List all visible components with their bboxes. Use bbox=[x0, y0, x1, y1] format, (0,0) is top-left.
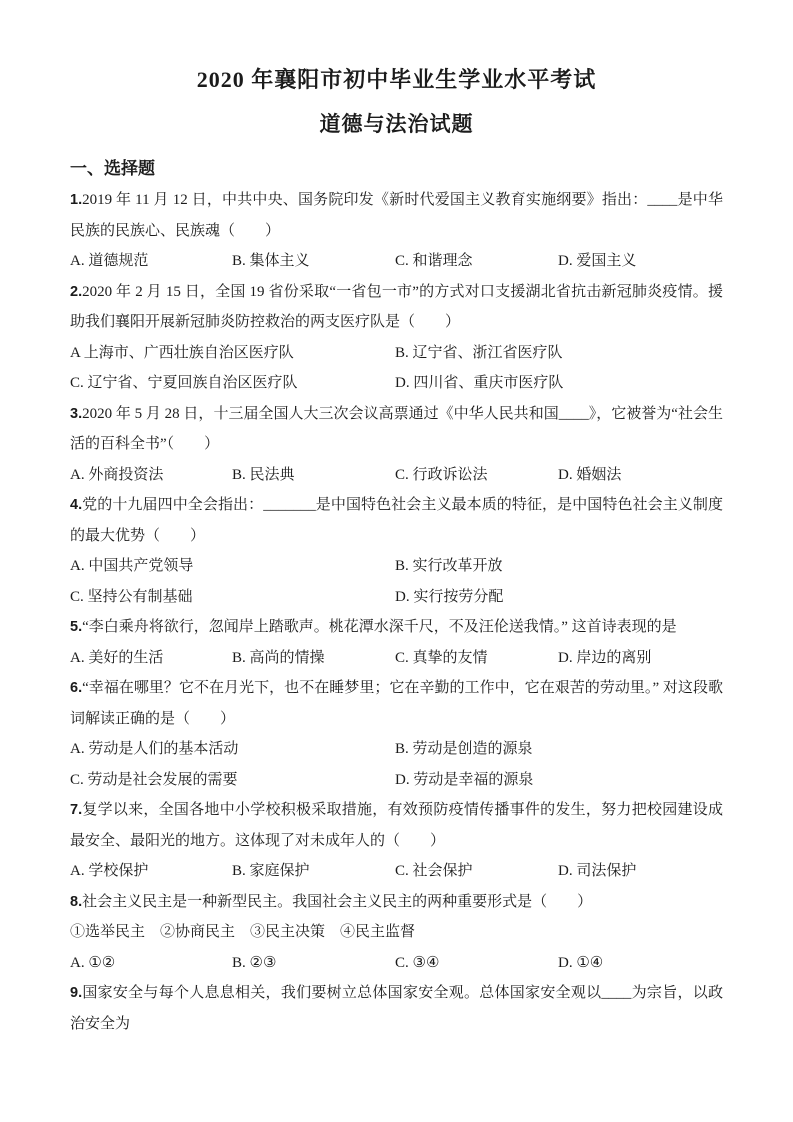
answer-option: C. 辽宁省、宁夏回族自治区医疗队 bbox=[70, 375, 298, 391]
question-stem bbox=[70, 795, 723, 856]
answer-option: B. 家庭保护 bbox=[232, 863, 310, 879]
answer-option: A. 美好的生活 bbox=[70, 649, 164, 666]
answer-option: A. 道德规范 bbox=[70, 253, 149, 269]
question-stem-text: 复学以来，全国各地中小学校积极采取措施，有效预防疫情传播事件的发生，努力把校园建设成最安全、最阳光的地方。这体现了对未成年人的（ ） bbox=[70, 802, 723, 849]
answer-option: D. 司法保护 bbox=[558, 863, 637, 879]
option-items: ①选举民主 ②协商民主 ③民主决策 ④民主监督 bbox=[70, 924, 416, 940]
question-stem-text: 2020 年 2 月 15 日，全国 19 省份采取“一省包一市”的方式对口支援湖北省抗击新冠肺炎疫情。援助我们襄阳开展新冠肺炎防控救治的两支医疗队是（ ） bbox=[70, 283, 723, 330]
question-number: 3. bbox=[70, 405, 83, 422]
answer-option: C. ③④ bbox=[395, 954, 440, 971]
question-number: 2. bbox=[70, 283, 83, 300]
answer-option: A. 外商投资法 bbox=[70, 466, 164, 483]
question bbox=[70, 887, 723, 979]
question bbox=[70, 490, 723, 612]
question-number: 6. bbox=[70, 680, 83, 696]
answer-option: D. 劳动是幸福的源泉 bbox=[395, 771, 534, 788]
question-options bbox=[70, 643, 723, 674]
question-stem-text: “幸福在哪里？它不在月光下，也不在睡梦里；它在辛勤的工作中，它在艰苦的劳动里。” 对这段歌词解读正确的是（ ） bbox=[70, 680, 723, 727]
question bbox=[70, 795, 723, 887]
answer-option: D. 岸边的离别 bbox=[558, 649, 652, 666]
question bbox=[70, 185, 723, 277]
answer-option: B. 民法典 bbox=[232, 466, 295, 483]
answer-option: C. 行政诉讼法 bbox=[395, 466, 488, 483]
question-number: 8. bbox=[70, 893, 83, 910]
answer-option: B. 实行改革开放 bbox=[395, 558, 503, 574]
question-options bbox=[70, 551, 723, 612]
answer-option: B. ②③ bbox=[232, 954, 277, 971]
answer-option: C. 劳动是社会发展的需要 bbox=[70, 771, 238, 788]
question-options bbox=[70, 948, 723, 979]
question bbox=[70, 612, 723, 673]
question-number: 4. bbox=[70, 497, 83, 513]
answer-option: D. 婚姻法 bbox=[558, 466, 622, 483]
answer-option: A 上海市、广西壮族自治区医疗队 bbox=[70, 344, 294, 361]
question bbox=[70, 277, 723, 399]
question-number: 7. bbox=[70, 802, 83, 818]
question-stem bbox=[70, 277, 723, 338]
section-heading: 一、选择题 bbox=[70, 159, 155, 178]
question-stem bbox=[70, 399, 723, 460]
question-number: 5. bbox=[70, 619, 83, 635]
answer-option: C. 真挚的友情 bbox=[395, 649, 488, 666]
answer-option: B. 高尚的情操 bbox=[232, 649, 325, 666]
answer-option: C. 和谐理念 bbox=[395, 253, 473, 269]
answer-option: B. 劳动是创造的源泉 bbox=[395, 741, 533, 757]
answer-option: C. 社会保护 bbox=[395, 863, 473, 879]
question-stem bbox=[70, 612, 723, 643]
question-options bbox=[70, 338, 723, 399]
question bbox=[70, 978, 723, 1039]
question-stem bbox=[70, 490, 723, 551]
question-stem bbox=[70, 887, 723, 918]
answer-option: D. 实行按劳分配 bbox=[395, 588, 504, 605]
answer-option: D. ①④ bbox=[558, 954, 604, 971]
answer-option: D. 爱国主义 bbox=[558, 253, 637, 269]
question-stem-text: 党的十九届四中全会指出：_______是中国特色社会主义最本质的特征，是中国特色社会主义制度的最大优势（ ） bbox=[70, 497, 723, 544]
answer-option: A. 学校保护 bbox=[70, 863, 149, 879]
answer-option: A. ①② bbox=[70, 954, 116, 971]
answer-option: D. 四川省、重庆市医疗队 bbox=[395, 375, 564, 391]
answer-option: A. 中国共产党领导 bbox=[70, 558, 194, 574]
question-stem-text: 2020 年 5 月 28 日，十三届全国人大三次会议高票通过《中华人民共和国____》，它被誉为“社会生活的百科全书”（ ） bbox=[70, 405, 723, 452]
page-title: 2020 年襄阳市初中毕业生学业水平考试 bbox=[196, 67, 597, 92]
questions bbox=[70, 185, 723, 1039]
question-stem-text: 国家安全与每个人息息相关，我们要树立总体国家安全观。总体国家安全观以____为宗旨，以政治安全为 bbox=[70, 985, 723, 1032]
question-number: 1. bbox=[70, 192, 83, 208]
question-stem-text: “李白乘舟将欲行，忽闻岸上踏歌声。桃花潭水深千尺，不及汪伦送我情。” 这首诗表现的是 bbox=[82, 619, 677, 635]
question-stem bbox=[70, 185, 723, 246]
question-options bbox=[70, 246, 723, 277]
answer-option: B. 集体主义 bbox=[232, 253, 310, 269]
question-number: 9. bbox=[70, 985, 83, 1001]
question bbox=[70, 399, 723, 491]
page-subtitle: 道德与法治试题 bbox=[319, 112, 474, 136]
question bbox=[70, 673, 723, 795]
answer-option: A. 劳动是人们的基本活动 bbox=[70, 741, 239, 757]
question-options bbox=[70, 856, 723, 887]
answer-option: C. 坚持公有制基础 bbox=[70, 588, 193, 605]
question-stem-text: 社会主义民主是一种新型民主。我国社会主义民主的两种重要形式是（ ） bbox=[82, 893, 593, 910]
question-stem bbox=[70, 673, 723, 734]
answer-option: B. 辽宁省、浙江省医疗队 bbox=[395, 344, 563, 361]
question-stem bbox=[70, 978, 723, 1039]
question-stem-text: 2019 年 11 月 12 日，中共中央、国务院印发《新时代爱国主义教育实施纲要》指出：____是中华民族的民族心、民族魂（ ） bbox=[70, 192, 723, 239]
question-options bbox=[70, 734, 723, 795]
question-options bbox=[70, 460, 723, 491]
